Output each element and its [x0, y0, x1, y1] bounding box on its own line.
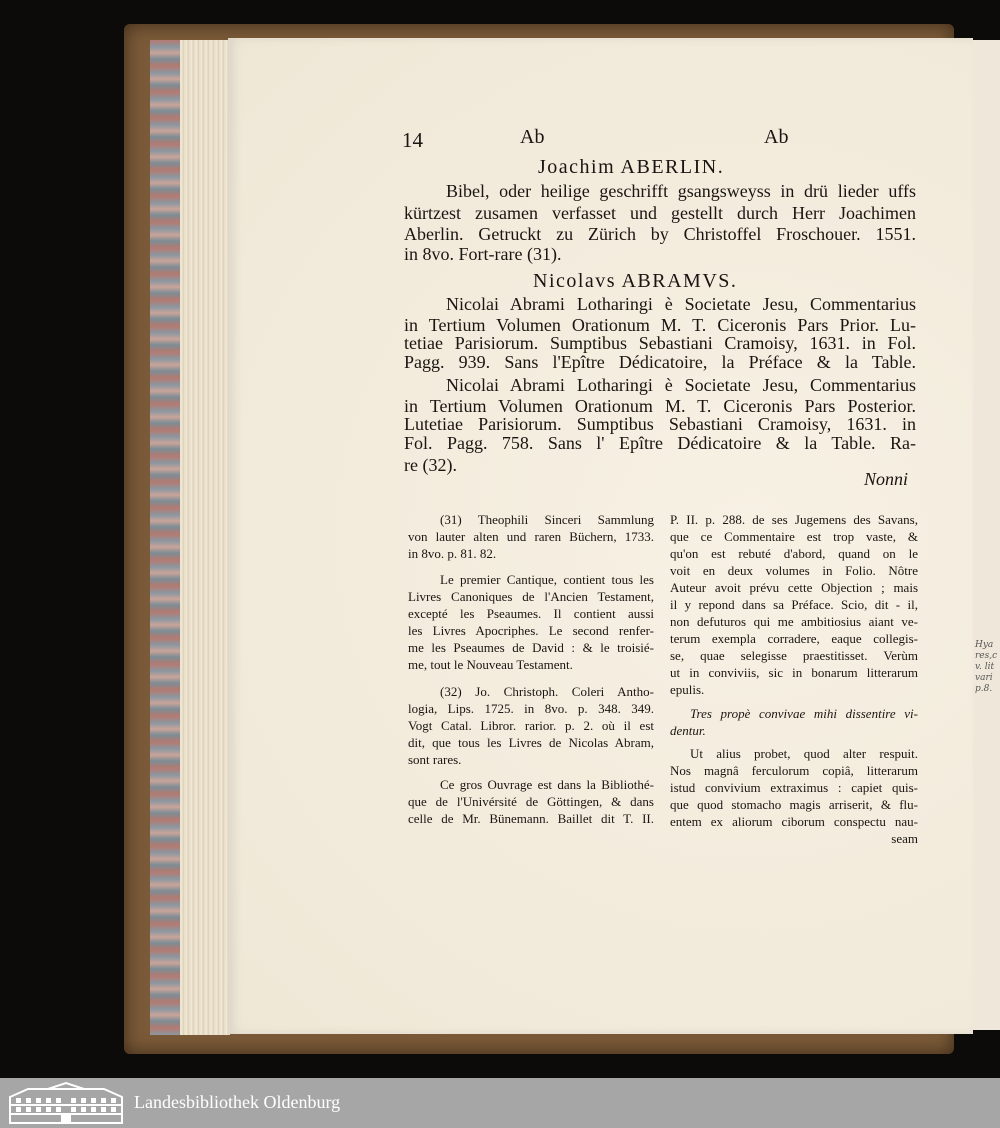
footnote-line: (31) Theophili Sinceri Sammlung	[440, 512, 654, 527]
footnote-line: me, tout le Nouveau Testament.	[408, 657, 573, 672]
footnote-line: Ce gros Ouvrage est dans la Bibliothé-	[440, 777, 654, 792]
catchword: Nonni	[864, 469, 909, 489]
margin-note-line: res,c	[975, 651, 998, 661]
entry-line: Nicolai Abrami Lotharingi è Societate Jesu, Commentarius	[446, 294, 916, 314]
running-head-left: Ab	[520, 126, 545, 148]
entry-line: Aberlin. Getruckt zu Zürich by Christoffel Froschouer. 1551.	[404, 224, 916, 244]
footnote-line: Le premier Cantique, contient tous les	[440, 572, 654, 587]
footnote-line: celle de Mr. Bünemann. Baillet dit T. II.	[408, 811, 654, 826]
footnote-line: Auteur avoit prévu cette Objection ; mais	[670, 580, 918, 595]
footnote-line: me les Pseaumes de David : & le troisié-	[408, 640, 654, 655]
footnote-line: dentur.	[670, 723, 706, 738]
page-number: 14	[402, 128, 423, 152]
footnote-line: Vogt Catal. Libror. rarior. p. 2. où il est	[408, 718, 654, 733]
margin-note-line: Hya	[975, 640, 994, 650]
footnote-line: voit en deux volumes in Folio. Nôtre	[670, 563, 918, 578]
entry-line: in 8vo. Fort-rare (31).	[404, 244, 562, 264]
footnote-line: Nos magnâ ferculorum copiâ, litterarum	[670, 763, 918, 778]
footnote-line: terum exempla corradere, eaque collegis-	[670, 631, 918, 646]
margin-note-line: p.8.	[975, 684, 993, 694]
footnote-line: epulis.	[670, 682, 705, 697]
footnote-line: Livres Canoniques de l'Ancien Testament,	[408, 589, 654, 604]
entry-line: Pagg. 939. Sans l'Epître Dédicatoire, la Préface & la Table.	[404, 352, 916, 372]
footnote-line: seam	[891, 831, 918, 846]
entry-line: in Tertium Volumen Orationum M. T. Ciceronis Pars Prior. Lu-	[404, 315, 916, 335]
footnote-line: que ce Commentaire est trop vaste, &	[670, 529, 918, 544]
library-building-icon	[8, 1081, 124, 1125]
entry-line: in Tertium Volumen Orationum M. T. Ciceronis Pars Posterior.	[404, 396, 916, 416]
footnote-line: in 8vo. p. 81. 82.	[408, 546, 497, 561]
footnote-line: sont rares.	[408, 752, 462, 767]
footnote-line: non defuturos qui me ambitiosius aiant ve-	[670, 614, 918, 629]
footnote-line: il y repond dans sa Préface. Scio, dit - il,	[670, 597, 918, 612]
page-edges	[180, 40, 230, 1035]
entry-heading: Nicolavs ABRAMVS.	[533, 270, 738, 292]
footnote-line: (32) Jo. Christoph. Coleri Antho-	[440, 684, 654, 699]
footnote-line: logia, Lips. 1725. in 8vo. p. 348. 349.	[408, 701, 654, 716]
footnote-line: se, quae selegisse praestitisset. Verùm	[670, 648, 918, 663]
footnote-line: P. II. p. 288. de ses Jugemens des Savans,	[670, 512, 918, 527]
entry-line: Lutetiae Parisiorum. Sumptibus Sebastiani Cramoisy, 1631. in	[404, 414, 916, 434]
entry-line: Bibel, oder heilige geschrifft gsangsweyss in drü lieder uffs	[446, 181, 916, 201]
footnote-line: von lauter alten und raren Büchern, 1733.	[408, 529, 654, 544]
footnote-line: que de l'Univérsité de Göttingen, & dans	[408, 794, 654, 809]
footnote-line: entem ex aliorum ciborum conspectu nau-	[670, 814, 918, 829]
footnote-line: Ut alius probet, quod alter respuit.	[690, 746, 918, 761]
margin-note	[975, 640, 1000, 695]
facing-page-strip	[973, 40, 1000, 1030]
footnote-line: que quod stomacho magis arriserit, & flu-	[670, 797, 918, 812]
footnote-line: ut in conviviis, sic in bonarum litterarum	[670, 665, 918, 680]
entry-line: tetiae Parisiorum. Sumptibus Sebastiani Cramoisy, 1631. in Fol.	[404, 333, 916, 353]
footnote-line: istud convivium extraximus : capiet quis-	[670, 780, 918, 795]
footnote-line: les Livres Apocriphes. Le second renfer-	[408, 623, 654, 638]
entry-line: re (32).	[404, 455, 457, 475]
margin-note-line: v. lit	[975, 662, 995, 672]
entry-line: Nicolai Abrami Lotharingi è Societate Jesu, Commentarius	[446, 375, 916, 395]
footnote-line: excepté les Pseaumes. Il contient aussi	[408, 606, 654, 621]
footnote-line: Tres propè convivae mihi dissentire vi-	[690, 706, 918, 721]
library-name: Landesbibliothek Oldenburg	[134, 1092, 341, 1112]
running-head-right: Ab	[764, 126, 789, 148]
margin-note-line: vari	[975, 673, 993, 683]
entry-heading: Joachim ABERLIN.	[538, 156, 725, 178]
footer-bar	[0, 1078, 1000, 1128]
footnote-line: qu'on est rebuté d'abord, quand on le	[670, 546, 918, 561]
entry-line: kürtzest zusamen verfasset und gestellt durch Herr Joachimen	[404, 203, 916, 223]
footnote-line: dit, que tous les Livres de Nicolas Abram,	[408, 735, 654, 750]
entry-line: Fol. Pagg. 758. Sans l' Epître Dédicatoire & la Table. Ra-	[404, 433, 916, 453]
